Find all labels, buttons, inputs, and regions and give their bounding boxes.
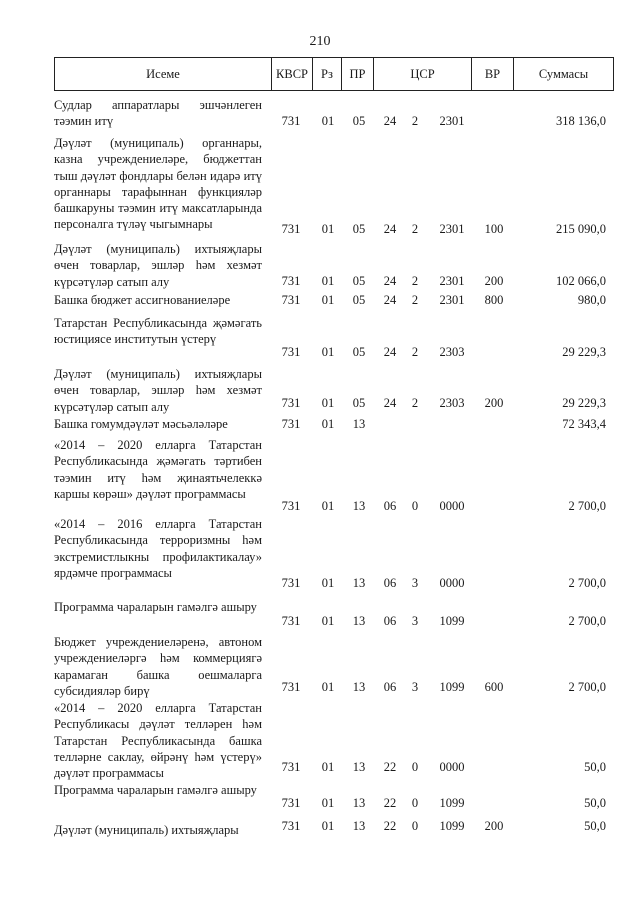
row-sum: 2 700,0: [568, 499, 606, 513]
row-vr: 600: [484, 680, 504, 694]
row-csr-subprogram: 0: [411, 499, 419, 513]
row-name: Башка бюджет ассигнованиеләре: [54, 293, 231, 307]
row-rz: 01: [321, 274, 335, 288]
row-pr: 13: [352, 499, 366, 513]
row-kbsr: 731: [281, 274, 301, 288]
row-rz: 01: [321, 796, 335, 810]
row-csr-direction: 2301: [439, 293, 465, 307]
row-rz: 01: [321, 499, 335, 513]
row-sum: 980,0: [577, 293, 606, 307]
row-sum: 215 090,0: [556, 222, 606, 236]
row-csr-program: 24: [383, 274, 397, 288]
row-kbsr: 731: [281, 293, 301, 307]
row-pr: 13: [352, 760, 366, 774]
row-csr-subprogram: 0: [411, 796, 419, 810]
header-csr: ЦСР: [373, 58, 471, 90]
header-vr: ВР: [471, 58, 513, 90]
row-kbsr: 731: [281, 345, 301, 359]
row-csr-program: 24: [383, 345, 397, 359]
row-sum: 2 700,0: [568, 576, 606, 590]
row-csr-direction: 2301: [439, 222, 465, 236]
row-csr-direction: 1099: [439, 796, 465, 810]
row-csr-direction: 1099: [439, 614, 465, 628]
row-csr-subprogram: 2: [411, 274, 419, 288]
row-csr-program: 06: [383, 576, 397, 590]
row-kbsr: 731: [281, 114, 301, 128]
row-csr-program: 22: [383, 760, 397, 774]
header-kbsr: КВСР: [271, 58, 312, 90]
row-csr-direction: 2303: [439, 396, 465, 410]
row-name: Программа чараларын гамәлгә ашыру: [54, 783, 257, 797]
table-row: [0, 315, 640, 363]
row-csr-direction: 1099: [439, 819, 465, 833]
header-pr: ПР: [341, 58, 373, 90]
row-sum: 29 229,3: [562, 396, 606, 410]
row-csr-program: 24: [383, 396, 397, 410]
header-name: Исеме: [146, 67, 180, 81]
row-name: Татарстан Республикасында җәмәгать юстициясе институтын үстерү: [54, 316, 262, 347]
row-kbsr: 731: [281, 796, 301, 810]
row-csr-subprogram: 3: [411, 614, 419, 628]
row-csr-program: 06: [383, 614, 397, 628]
row-csr-direction: 2301: [439, 114, 465, 128]
row-name: Судлар аппаратлары эшчәнлеген тәэмин итү: [54, 98, 262, 129]
row-rz: 01: [321, 396, 335, 410]
row-csr-subprogram: 2: [411, 293, 419, 307]
table-row: [0, 700, 640, 780]
row-sum: 50,0: [584, 796, 606, 810]
page-number: 210: [309, 34, 331, 49]
row-pr: 05: [352, 396, 366, 410]
row-csr-program: 24: [383, 293, 397, 307]
row-sum: 2 700,0: [568, 614, 606, 628]
row-csr-subprogram: 2: [411, 114, 419, 128]
row-rz: 01: [321, 222, 335, 236]
table-row: [0, 241, 640, 289]
row-vr: 800: [484, 293, 504, 307]
row-csr-subprogram: 2: [411, 345, 419, 359]
row-pr: 13: [352, 614, 366, 628]
row-csr-program: 22: [383, 819, 397, 833]
row-name: Программа чараларын гамәлгә ашыру: [54, 600, 257, 614]
table-row: [0, 819, 640, 839]
row-sum: 72 343,4: [562, 417, 606, 431]
row-sum: 2 700,0: [568, 680, 606, 694]
row-kbsr: 731: [281, 614, 301, 628]
row-kbsr: 731: [281, 576, 301, 590]
row-csr-subprogram: 0: [411, 760, 419, 774]
row-sum: 50,0: [584, 819, 606, 833]
table-row: [0, 97, 640, 129]
header-sum: Суммасы: [513, 58, 613, 90]
row-name: Башка гомумдәүләт мәсьәләләре: [54, 417, 228, 431]
row-csr-direction: 0000: [439, 499, 465, 513]
row-csr-subprogram: 2: [411, 396, 419, 410]
row-pr: 13: [352, 819, 366, 833]
row-csr-program: 06: [383, 499, 397, 513]
table-row: [0, 782, 640, 814]
row-vr: 200: [484, 274, 504, 288]
table-row: [0, 634, 640, 698]
row-name: Дәүләт (муниципаль) ихтыяҗлары: [54, 823, 239, 837]
row-name: Дәүләт (муниципаль) органнары, казна учреждениеләре, бюджеттан тыш дәүләт фондлары белән идарә итү органнары тарафыннан функцияләр башкаруны тәэмин итү максатларында персоналга түләү чыгымнары: [54, 136, 262, 232]
row-kbsr: 731: [281, 680, 301, 694]
row-csr-program: 24: [383, 114, 397, 128]
table-row: [0, 416, 640, 433]
table-row: [0, 135, 640, 236]
row-kbsr: 731: [281, 760, 301, 774]
row-csr-program: 06: [383, 680, 397, 694]
row-csr-direction: 0000: [439, 576, 465, 590]
row-rz: 01: [321, 293, 335, 307]
row-pr: 13: [352, 417, 366, 431]
table-row: [0, 292, 640, 309]
row-name: Дәүләт (муниципаль) ихтыяҗлары өчен товарлар, эшләр һәм хезмәт күрсәтүләр сатып алу: [54, 242, 262, 289]
row-vr: 200: [484, 819, 504, 833]
row-pr: 05: [352, 114, 366, 128]
row-name: Бюджет учреждениеләренә, автоном учреждениеләргә һәм коммерциягә карамаган башка оешмаларга субсидияләр бирү: [54, 635, 262, 698]
row-csr-direction: 2303: [439, 345, 465, 359]
row-kbsr: 731: [281, 222, 301, 236]
row-pr: 05: [352, 274, 366, 288]
header-rz: Рз: [312, 58, 341, 90]
row-csr-direction: 1099: [439, 680, 465, 694]
row-pr: 13: [352, 576, 366, 590]
table-row: [0, 437, 640, 517]
row-vr: 100: [484, 222, 504, 236]
row-name: Дәүләт (муниципаль) ихтыяҗлары өчен товарлар, эшләр һәм хезмәт күрсәтүләр сатып алу: [54, 367, 262, 414]
row-csr-program: 22: [383, 796, 397, 810]
row-sum: 29 229,3: [562, 345, 606, 359]
row-rz: 01: [321, 345, 335, 359]
row-rz: 01: [321, 417, 335, 431]
row-kbsr: 731: [281, 819, 301, 833]
row-pr: 05: [352, 222, 366, 236]
row-name: «2014 – 2020 елларга Татарстан Республикасында җәмәгать тәртибен тәэмин итү һәм җинаятьчелеккә каршы көрәш» дәүләт программасы: [54, 438, 262, 501]
row-vr: 200: [484, 396, 504, 410]
row-csr-subprogram: 0: [411, 819, 419, 833]
table-header: [54, 57, 614, 91]
row-csr-subprogram: 3: [411, 576, 419, 590]
row-pr: 05: [352, 293, 366, 307]
row-rz: 01: [321, 760, 335, 774]
row-pr: 13: [352, 680, 366, 694]
row-pr: 05: [352, 345, 366, 359]
row-sum: 318 136,0: [556, 114, 606, 128]
row-csr-subprogram: 2: [411, 222, 419, 236]
row-csr-subprogram: 3: [411, 680, 419, 694]
row-csr-direction: 2301: [439, 274, 465, 288]
row-name: «2014 – 2020 елларга Татарстан Республикасы дәүләт телләрен һәм Татарстан Республикасында башка телләрне саклау, өйрәнү һәм үстерү» дәүләт программасы: [54, 701, 262, 781]
row-rz: 01: [321, 614, 335, 628]
row-kbsr: 731: [281, 396, 301, 410]
row-pr: 13: [352, 796, 366, 810]
row-rz: 01: [321, 114, 335, 128]
row-kbsr: 731: [281, 417, 301, 431]
table-row: [0, 516, 640, 596]
row-name: «2014 – 2016 елларга Татарстан Республикасында терроризмны һәм экстремистлыкны профилактикалау» ярдәмче программасы: [54, 517, 262, 580]
table-row: [0, 366, 640, 414]
row-csr-direction: 0000: [439, 760, 465, 774]
row-rz: 01: [321, 576, 335, 590]
row-sum: 50,0: [584, 760, 606, 774]
row-rz: 01: [321, 819, 335, 833]
table-row: [0, 599, 640, 631]
row-csr-program: 24: [383, 222, 397, 236]
row-sum: 102 066,0: [556, 274, 606, 288]
row-kbsr: 731: [281, 499, 301, 513]
row-rz: 01: [321, 680, 335, 694]
